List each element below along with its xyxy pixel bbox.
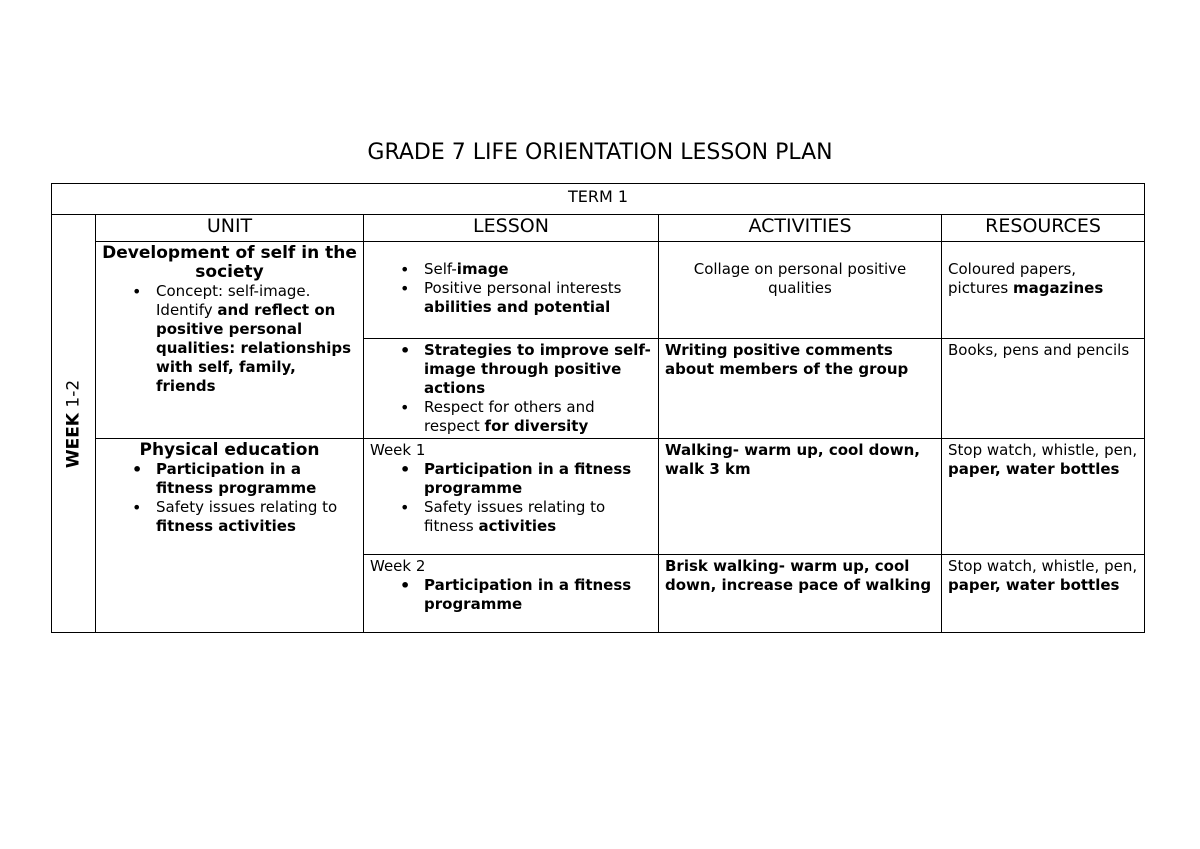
resources-cell: Books, pens and pencils: [942, 339, 1145, 439]
bullet-text-bold: and reflect on positive personal qualities: relationships with self, family, friends: [156, 301, 351, 395]
list-item: [156, 498, 357, 536]
bullet-text: Positive personal interests: [424, 279, 622, 297]
week-word: WEEK: [63, 412, 83, 468]
unit-cell-physical: [96, 439, 364, 633]
lesson-cell: [364, 242, 659, 339]
term-heading: TERM 1: [52, 184, 1145, 215]
activity-cell: Walking- warm up, cool down, walk 3 km: [659, 439, 942, 555]
table-row: [52, 439, 1145, 555]
resources-text: Coloured papers, pictures: [948, 260, 1077, 297]
week-subheading: Week 1: [370, 441, 426, 459]
lesson-plan-table: [51, 183, 1145, 633]
activity-cell: Writing positive comments about members of the group: [659, 339, 942, 439]
activity-cell: Brisk walking- warm up, cool down, increase pace of walking: [659, 555, 942, 633]
header-row: [52, 215, 1145, 242]
unit-bullets: [102, 282, 357, 396]
activity-cell: Collage on personal positive qualities: [659, 242, 942, 339]
bullet-text-bold: for diversity: [484, 417, 589, 435]
lesson-bullets: [370, 341, 652, 436]
week-cell: [52, 215, 96, 633]
unit-title: Development of self in the society: [102, 243, 357, 282]
bullet-text: Concept: self-image. Identify: [156, 282, 311, 319]
lesson-cell: [364, 439, 659, 555]
lesson-bullets: [370, 576, 652, 614]
resources-cell: [942, 555, 1145, 633]
unit-title: Physical education: [139, 440, 320, 460]
lesson-bullets: [370, 260, 652, 317]
unit-bullets: [102, 460, 357, 536]
resources-text: Stop watch, whistle, pen,: [948, 441, 1138, 459]
page-title: GRADE 7 LIFE ORIENTATION LESSON PLAN: [367, 140, 833, 165]
header-activities: ACTIVITIES: [659, 215, 942, 242]
list-item: [424, 498, 652, 536]
unit-cell-self: [96, 242, 364, 439]
week-label: [64, 379, 83, 467]
table-row: [52, 242, 1145, 339]
header-lesson: LESSON: [364, 215, 659, 242]
header-unit: UNIT: [96, 215, 364, 242]
list-item: • Strategies to improve self- image through positive actions: [424, 341, 652, 398]
bullet-text-bold: fitness activities: [156, 517, 296, 535]
resources-text-bold: paper, water bottles: [948, 576, 1120, 594]
week-subheading: Week 2: [370, 557, 426, 575]
bullet-text: Self-: [424, 260, 457, 278]
week-range: 1-2: [63, 379, 83, 408]
bullet-text: Safety issues relating to: [156, 498, 338, 516]
lesson-bullets: [370, 460, 652, 536]
list-item: [156, 282, 357, 396]
resources-text-bold: paper, water bottles: [948, 460, 1120, 478]
bullet-text-bold: activities: [478, 517, 557, 535]
list-item: [424, 260, 652, 279]
list-item: • Participation in a fitness programme: [424, 576, 652, 614]
term-row: [52, 184, 1145, 215]
bullet-text-bold: image: [456, 260, 509, 278]
resources-text-bold: magazines: [1013, 279, 1104, 297]
header-resources: RESOURCES: [942, 215, 1145, 242]
resources-cell: [942, 242, 1145, 339]
list-item: • Participation in a fitness programme: [424, 460, 652, 498]
bullet-text: Respect for others and respect: [424, 398, 595, 435]
lesson-cell: [364, 339, 659, 439]
resources-cell: [942, 439, 1145, 555]
bullet-text: Safety issues relating to fitness: [424, 498, 606, 535]
resources-text: Stop watch, whistle, pen,: [948, 557, 1138, 575]
lesson-cell: [364, 555, 659, 633]
list-item: • Participation in a fitness programme: [156, 460, 357, 498]
list-item: [424, 398, 652, 436]
list-item: [424, 279, 652, 317]
bullet-text-bold: abilities and potential: [424, 298, 611, 316]
